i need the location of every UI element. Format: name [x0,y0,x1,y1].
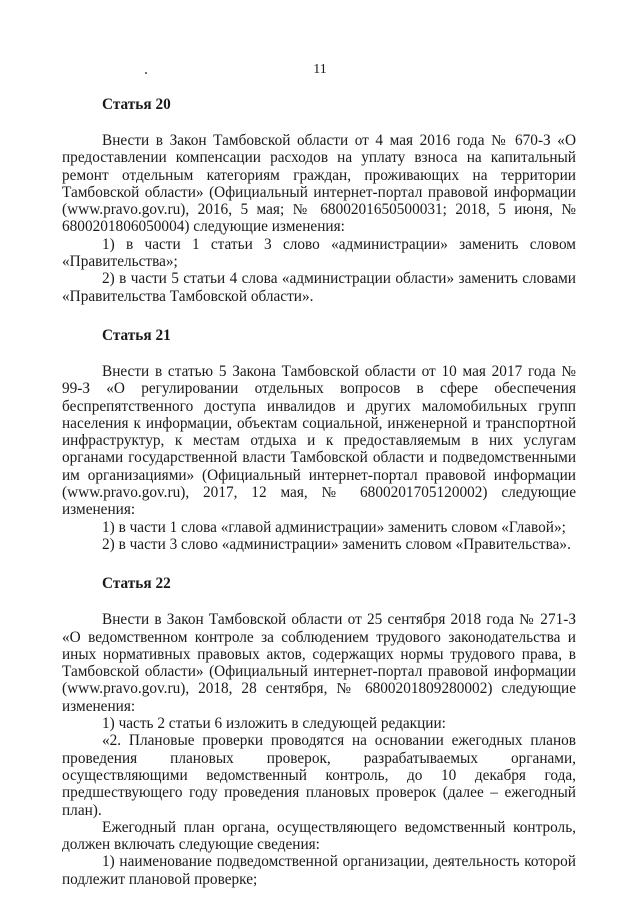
paragraph: 1) в части 1 слова «главой администрации» заменить словом «Главой»; [102,518,566,536]
article-22 [62,575,576,888]
paragraph: Внести в Закон Тамбовской области от 25 сентября 2018 года № 271-З «О ведомственном контроле за соблюдением трудового законодательства и иных нормативных правовых актов, содержащих нормы трудового права, в Тамбовской области» (Официальный интернет-портал правовой информации (www.pravo.gov.ru), 2018, 28 сентября, № 6800201809280002) следующие изменения: [62,611,576,715]
paragraph: Ежегодный план органа, осуществляющего ведомственный контроль, должен включать следующие сведения: [62,818,576,854]
article-20 [62,96,576,305]
article-21 [62,327,576,553]
paragraph: 2) в части 5 статьи 4 слова «администрации области» заменить словами «Правительства Тамбовской области». [62,270,576,305]
paragraph: «2. Плановые проверки проводятся на основании ежегодных планов проведения плановых проверок, разрабатываемых органами, осуществляющими ведомственный контроль, до 10 декабря года, предшествующего году проведения плановых проверок (далее – ежегодный план). [62,732,576,819]
paragraph: 1) наименование подведомственной организации, деятельность которой подлежит плановой проверке; [62,853,576,888]
paragraph: 1) в части 1 статьи 3 слово «администрации» заменить словом «Правительства»; [62,235,576,271]
paragraph: Внести в статью 5 Закона Тамбовской области от 10 мая 2017 года № 99-З «О регулировании отдельных вопросов в сфере обеспечения беспрепятственного доступа инвалидов и других маломобильных групп населения к информации, объектам социальной, инженерной и транспортной инфраструктур, к местам отдыха и к предоставляемым в них услугам органами государственной власти Тамбовской области и подведомственными им организациями» (Официальный интернет-портал правовой информации (www.pravo.gov.ru), 2017, 12 мая, № 6800201705120002) следующие изменения: [62,362,576,519]
paragraph: Внести в Закон Тамбовской области от 4 мая 2016 года № 670-З «О предоставлении компенсации расходов на уплату взноса на капитальный ремонт отдельным категориям граждан, проживающих на территории Тамбовской области» (Официальный интернет-портал правовой информации (www.pravo.gov.ru), 2016, 5 мая; № 6800201650500031; 2018, 5 июня, № 6800201806050004) следующие изменения: [62,132,576,236]
document-body [62,96,576,888]
paragraph: 2) в части 3 слово «администрации» заменить словом «Правительства». [102,535,571,553]
page-number: 11 [313,62,327,77]
article-title: Статья 21 [102,326,171,344]
paragraph: 1) часть 2 статьи 6 изложить в следующей редакции: [102,715,446,733]
scan-speck [145,72,147,74]
article-title: Статья 20 [102,96,171,113]
article-title: Статья 22 [102,575,171,593]
